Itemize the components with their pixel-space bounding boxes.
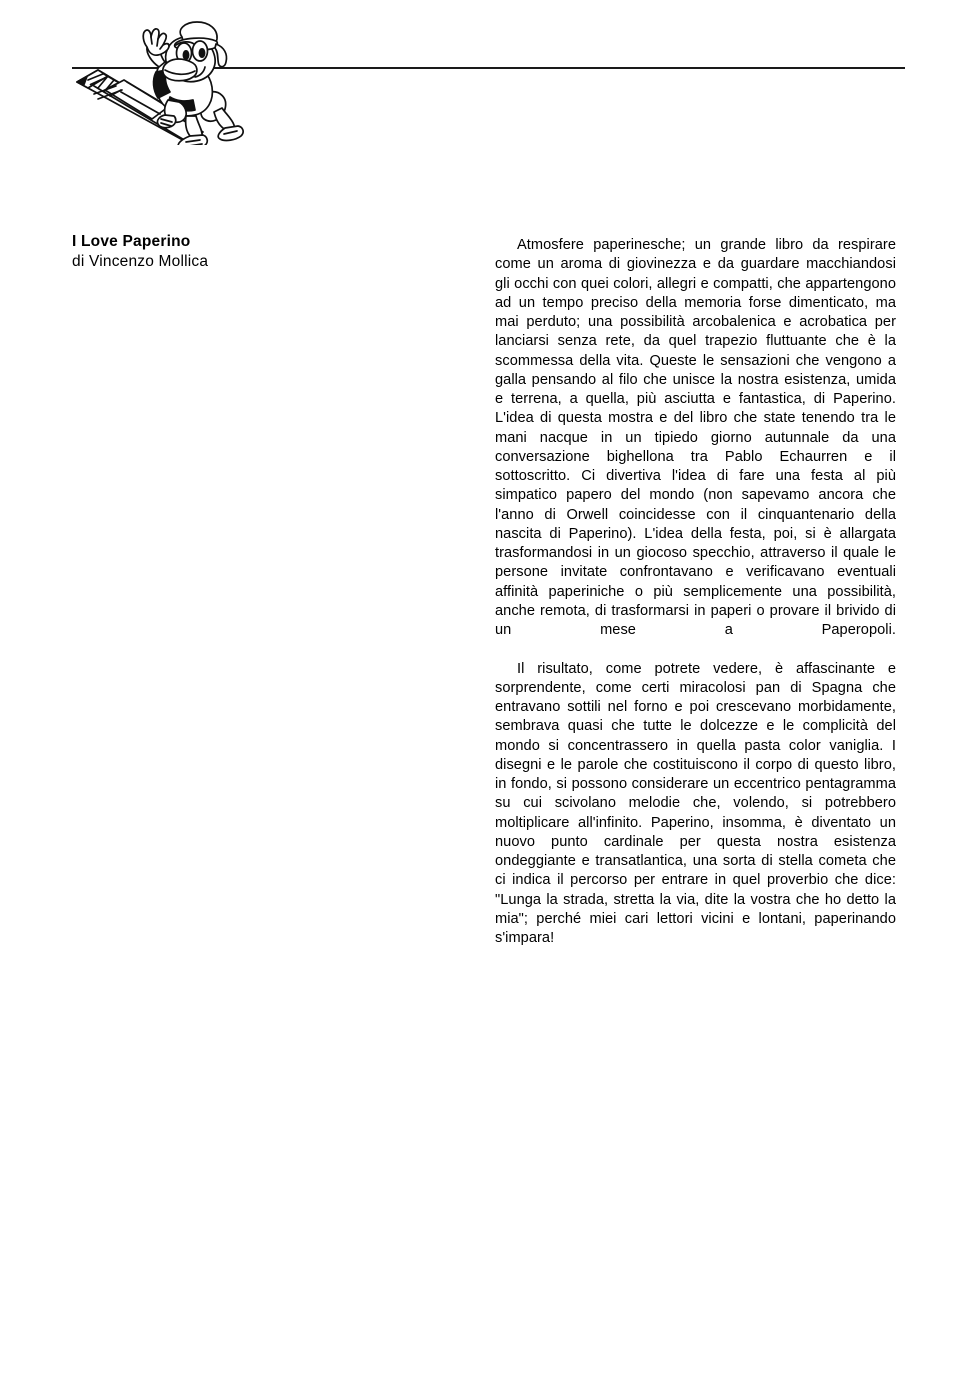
article-author: di Vincenzo Mollica bbox=[72, 253, 209, 270]
article-paragraph: Atmosfere paperinesche; un grande libro da respirare come un aroma di giovinezza e da guardare macchiandosi gli occhi con quei colori, allegri e compatti, che appartengono ad un tempo preciso della memoria forse dimenticato, ma mai perduto; una possibilità arcobalenica e acrobatica per lanciarsi senza rete, da quel trapezio fluttuante che è la scommessa della vita. Queste le sensazioni che vengono a galla pensando al filo che unisce la nostra esistenza, umida e terrena, a quella, più asciutta e fantastica, di Paperino. L'idea di questa mostra e del libro che state tenendo tra le mani nacque in un tipiedo giorno autunnale da una conversazione bighellona tra Pablo Echaurren e il sottoscritto. Ci divertiva l'idea di fare una festa al più simpatico papero del mondo (non sapevamo ancora che l'anno di Orwell coincidesse con il cinquantenario della nascita di Paperino). L'idea della festa, poi, si è allargata trasformandosi in un giocoso specchio, attraverso il quale le persone invitate confrontavano e verificavano eventuali affinità paperiniche o più semplicemente una possibilità, anche remota, di trasformarsi in paperi o provare il brivido di un mese a Paperopoli. bbox=[495, 237, 896, 638]
page-title: I Love Paperino bbox=[72, 233, 191, 250]
article-heading-block bbox=[72, 232, 402, 272]
article-text-column bbox=[495, 236, 896, 968]
article-paragraph: Il risultato, come potrete vedere, è affascinante e sorprendente, come certi miracolosi pan di Spagna che entravano sottili nel forno e poi crescevano morbidamente, sembrava quasi che tutte le dolcezze e le complicità del mondo si concentrassero in quella pasta color vaniglia. I disegni e le parole che costituiscono il corpo di questo libro, in fondo, si possono considerare un eccentrico pentagramma su cui scivolano melodie che, volendo, si potrebbero moltiplicare all'infinito. Paperino, insomma, è diventato un nuovo punto cardinale per questa nostra esistenza ondeggiante e transatlantica, una sorta di stella cometa che ci indica il percorso per entrare in quel proverbio che dice: "Lunga la strada, stretta la via, dite la vostra che ho detto la mia"; perché miei cari lettori vicini e lontani, paperinando s'impara! bbox=[495, 660, 896, 946]
